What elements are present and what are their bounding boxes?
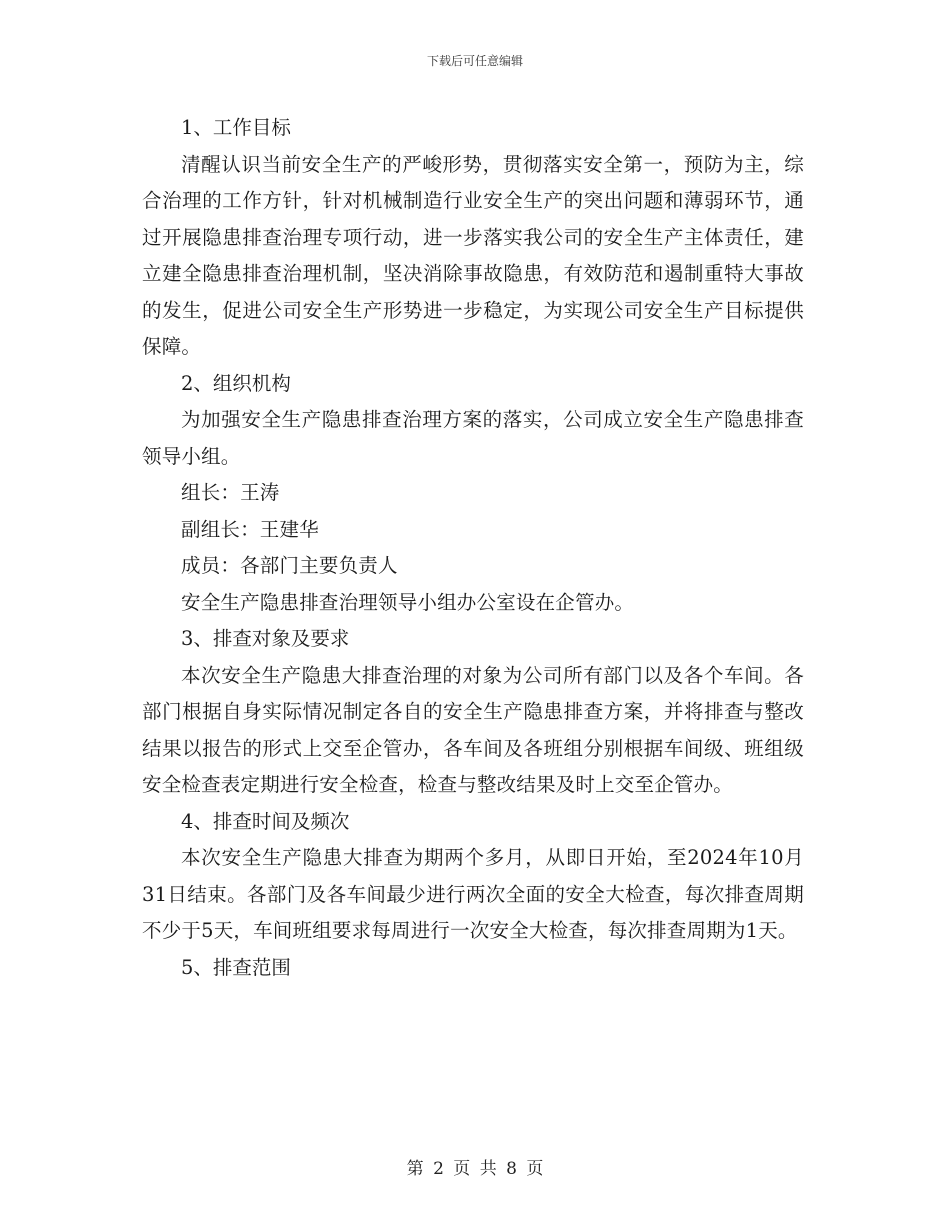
document-body [142, 110, 804, 986]
members-line: 成员：各部门主要负责人 [181, 554, 398, 577]
section-heading: 5、排查范围 [181, 955, 291, 979]
deputy-leader-line: 副组长：王建华 [181, 517, 319, 541]
section-inspection-schedule [142, 804, 804, 950]
section-inspection-targets [142, 621, 804, 804]
section-heading: 1、工作目标 [181, 116, 291, 139]
paragraph: 为加强安全生产隐患排查治理方案的落实，公司成立安全生产隐患排查领导小组。 [142, 408, 804, 468]
page-header-note: 下载后可任意编辑 [426, 54, 523, 68]
paragraph: 清醒认识当前安全生产的严峻形势，贯彻落实安全第一，预防为主，综合治理的工作方针，针对机械制造行业安全生产的突出问题和薄弱环节，通过开展隐患排查治理专项行动，进一步落实我公司的安全生产主体责任，建立建全隐患排查治理机制，坚决消除事故隐患，有效防范和遏制重特大事故的发生，促进公司安全生产形势进一步稳定，为实现公司安全生产目标提供保障。 [142, 152, 804, 358]
section-heading: 4、排查时间及频次 [181, 809, 350, 833]
team-leader-line: 组长：王涛 [181, 481, 280, 504]
section-work-goal [142, 110, 804, 366]
section-organization [142, 366, 804, 622]
section-heading: 3、排查对象及要求 [181, 627, 350, 650]
paragraph: 本次安全生产隐患大排查治理的对象为公司所有部门以及各个车间。各部门根据自身实际情况制定各自的安全生产隐患排查方案，并将排查与整改结果以报告的形式上交至企管办，各车间及各班组分别根据车间级、班组级安全检查表定期进行安全检查，检查与整改结果及时上交至企管办。 [142, 663, 804, 796]
page-number: 第 2 页 共 8 页 [406, 1159, 544, 1179]
section-heading: 2、组织机构 [181, 371, 291, 395]
office-line: 安全生产隐患排查治理领导小组办公室设在企管办。 [181, 590, 635, 614]
section-inspection-scope [142, 950, 804, 987]
paragraph: 本次安全生产隐患大排查为期两个多月，从即日开始，至2024年10月31日结束。各部门及各车间最少进行两次全面的安全大检查，每次排查周期不少于5天，车间班组要求每周进行一次安全大检查，每次排查周期为1天。 [142, 846, 804, 942]
